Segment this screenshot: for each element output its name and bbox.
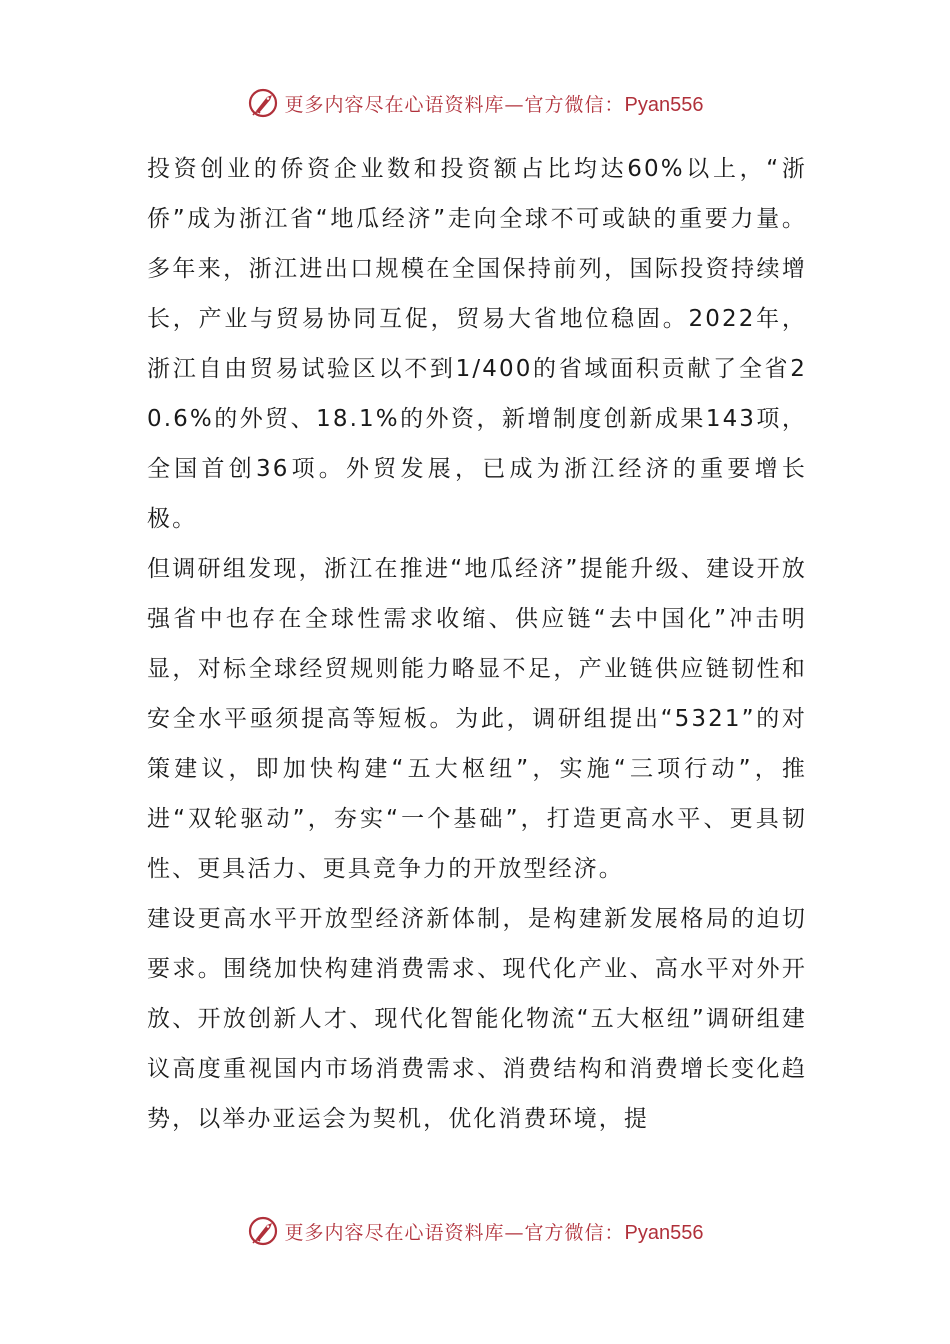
header-banner [0, 83, 950, 123]
paragraph-2: 但调研组发现，浙江在推进“地瓜经济”提能升级、建设开放强省中也存在全球性需求收缩、供应链“去中国化”冲击明显，对标全球经贸规则能力略显不足，产业链供应链韧性和安全水平亟须提高等短板。为此，调研组提出“5321”的对策建议，即加快构建“五大枢纽”，实施“三项行动”，推进“双轮驱动”，夯实“一个基础”，打造更高水平、更具韧性、更具活力、更具竞争力的开放型经济。 [147, 556, 807, 882]
pen-nib-logo-icon [247, 1214, 281, 1248]
header-wechat-handle: Pyan556 [624, 93, 704, 116]
footer-banner [0, 1211, 950, 1251]
pen-nib-logo-icon [247, 86, 281, 120]
header-banner-text: 更多内容尽在心语资料库—官方微信：Pyan556 [284, 93, 704, 116]
paragraph-1: 投资创业的侨资企业数和投资额占比均达60%以上，“浙侨”成为浙江省“地瓜经济”走向全球不可或缺的重要力量。多年来，浙江进出口规模在全国保持前列，国际投资持续增长，产业与贸易协同互促，贸易大省地位稳固。2022年，浙江自由贸易试验区以不到1/400的省域面积贡献了全省20.6%的外贸、18.1%的外资，新增制度创新成果143项，全国首创36项。外贸发展，已成为浙江经济的重要增长极。 [147, 156, 807, 532]
document-body [147, 144, 807, 1144]
footer-wechat-handle: Pyan556 [624, 1221, 704, 1244]
footer-banner-text: 更多内容尽在心语资料库—官方微信：Pyan556 [284, 1221, 704, 1244]
paragraph-3: 建设更高水平开放型经济新体制，是构建新发展格局的迫切要求。围绕加快构建消费需求、现代化产业、高水平对外开放、开放创新人才、现代化智能化物流“五大枢纽”调研组建议高度重视国内市场消费需求、消费结构和消费增长变化趋势，以举办亚运会为契机，优化消费环境，提 [147, 906, 807, 1132]
